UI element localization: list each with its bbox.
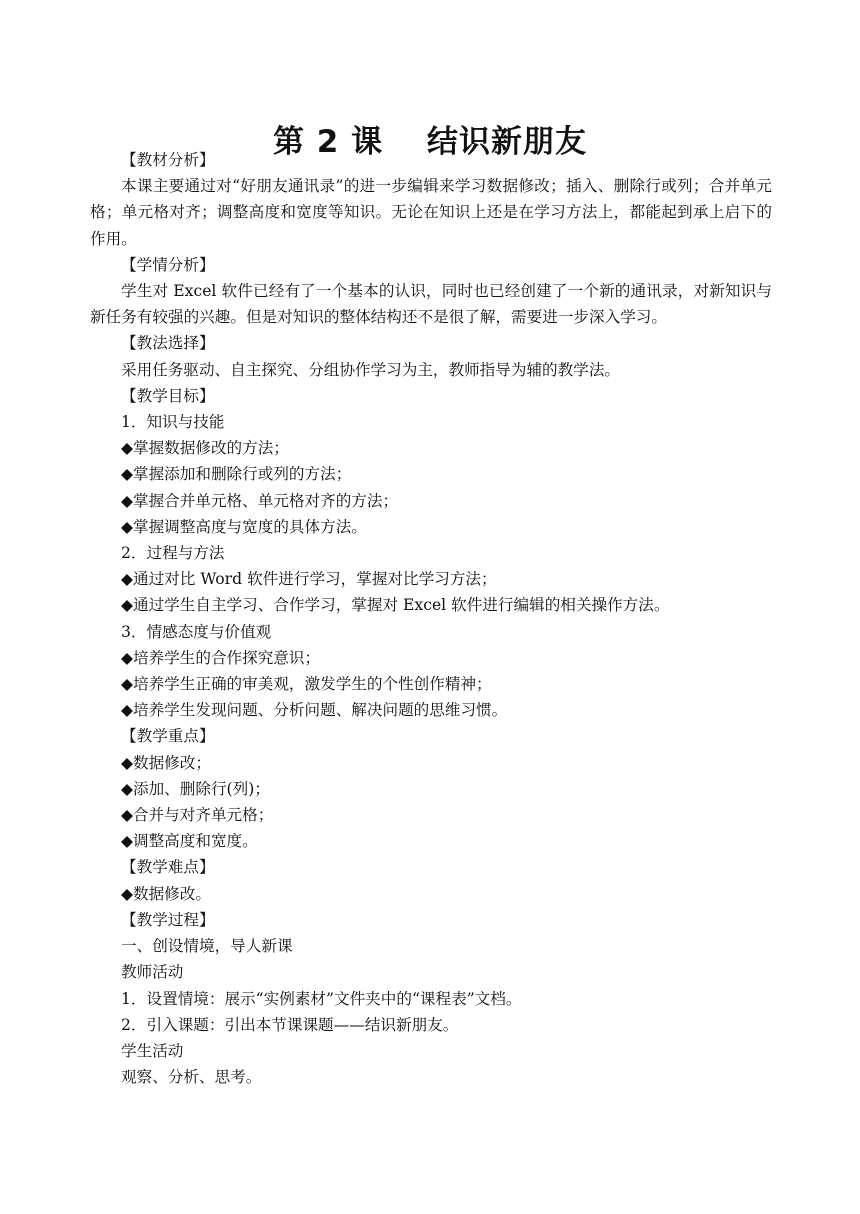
heading-difficult-points: 【教学难点】: [121, 858, 215, 877]
key-point-item: ◆调整高度和宽度。: [121, 832, 258, 851]
goal-item: ◆培养学生正确的审美观，激发学生的个性创作精神；: [121, 675, 492, 694]
heading-teaching-goals: 【教学目标】: [121, 386, 215, 405]
heading-teaching-process: 【教学过程】: [121, 910, 215, 929]
key-point-item: ◆合并与对齐单元格；: [121, 806, 274, 825]
process-section-title: 一、创设情境，导人新课: [121, 937, 293, 956]
page-title: 第 2 课 结识新朋友: [273, 123, 587, 160]
goal-item: ◆掌握合并单元格、单元格对齐的方法；: [121, 491, 399, 510]
subheading-process-methods: 2．过程与方法: [121, 544, 225, 563]
goal-item: ◆掌握调整高度与宽度的具体方法。: [121, 517, 367, 536]
subheading-attitude-values: 3．情感态度与价值观: [121, 622, 272, 641]
goal-item: ◆通过学生自主学习、合作学习，掌握对 Excel 软件进行编辑的相关操作方法。: [121, 596, 670, 615]
heading-learner-analysis: 【学情分析】: [121, 255, 215, 274]
goal-item: ◆培养学生的合作探究意识；: [121, 648, 321, 667]
subheading-knowledge-skills: 1．知识与技能: [121, 413, 225, 432]
process-subtitle-teacher: 教师活动: [121, 963, 184, 982]
key-point-item: ◆数据修改；: [121, 753, 211, 772]
goal-item: ◆掌握添加和删除行或列的方法；: [121, 465, 352, 484]
process-item: 2．引入课题：引出本节课课题——结识新朋友。: [121, 1015, 459, 1034]
key-point-item: ◆添加、删除行(列)；: [121, 779, 270, 798]
process-subtitle-student: 学生活动: [121, 1041, 184, 1060]
document-body: [90, 147, 772, 1090]
goal-item: ◆通过对比 Word 软件进行学习，掌握对比学习方法；: [121, 570, 497, 589]
difficult-point-item: ◆数据修改。: [121, 884, 211, 903]
paragraph-teaching-method: 采用任务驱动、自主探究、分组协作学习为主，教师指导为辅的教学法。: [121, 360, 621, 379]
paragraph-textbook-analysis: 本课主要通过对“好朋友通讯录”的进一步编辑来学习数据修改；插入、删除行或列；合并单元格；单元格对齐；调整高度和宽度等知识。无论在知识上还是在学习方法上，都能起到承上启下的作用。: [90, 177, 772, 248]
process-item: 1．设置情境：展示“实例素材”文件夹中的“课程表”文档。: [121, 989, 522, 1008]
goal-item: ◆培养学生发现问题、分析问题、解决问题的思维习惯。: [121, 701, 508, 720]
goal-item: ◆掌握数据修改的方法；: [121, 439, 289, 458]
heading-teaching-method: 【教法选择】: [121, 334, 215, 353]
paragraph-learner-analysis: 学生对 Excel 软件已经有了一个基本的认识，同时也已经创建了一个新的通讯录，对新知识与新任务有较强的兴趣。但是对知识的整体结构还不是很了解，需要进一步深入学习。: [90, 282, 772, 327]
process-item: 观察、分析、思考。: [121, 1068, 262, 1087]
heading-textbook-analysis: 【教材分析】: [121, 151, 215, 169]
heading-key-points: 【教学重点】: [121, 727, 215, 746]
